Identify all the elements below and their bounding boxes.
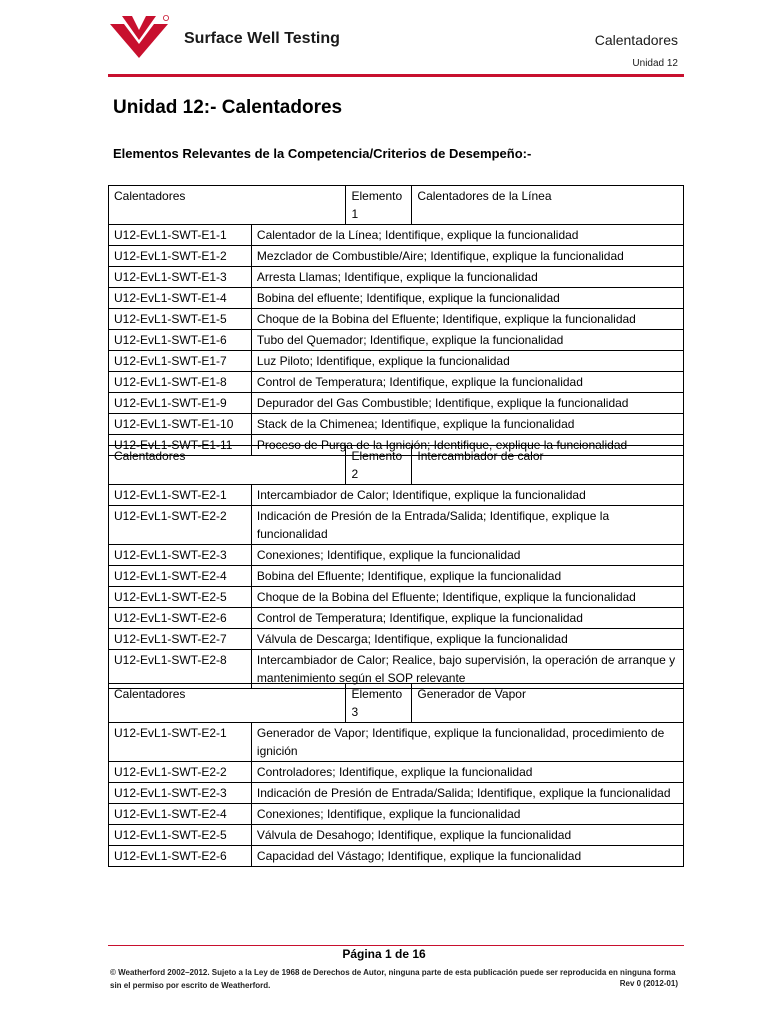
criterion-description-cell: Generador de Vapor; Identifique, explique la funcionalidad, procedimiento de ignición	[251, 723, 683, 762]
criterion-description-cell: Control de Temperatura; Identifique, explique la funcionalidad	[251, 608, 683, 629]
criterion-description-cell: Intercambiador de Calor; Realice, bajo supervisión, la operación de arranque y mantenimiento según el SOP relevante	[251, 650, 683, 689]
table-row	[109, 566, 684, 587]
revision-label: Rev 0 (2012-01)	[619, 979, 678, 988]
header-element-title-cell: Intercambiador de calor	[412, 446, 684, 485]
criterion-code-cell: U12-EvL1-SWT-E1-8	[109, 372, 252, 393]
criterion-description-cell: Conexiones; Identifique, explique la funcionalidad	[251, 804, 683, 825]
criterion-description-cell: Proceso de Purga de la Ignición; Identifique, explique la funcionalidad	[251, 435, 683, 456]
table-row	[109, 309, 684, 330]
criterion-code-cell: U12-EvL1-SWT-E2-6	[109, 846, 252, 867]
criterion-code-cell: U12-EvL1-SWT-E2-1	[109, 485, 252, 506]
weatherford-logo-icon	[108, 14, 170, 60]
criterion-code-cell: U12-EvL1-SWT-E2-4	[109, 804, 252, 825]
criterion-code-cell: U12-EvL1-SWT-E2-5	[109, 825, 252, 846]
criterion-code-cell: U12-EvL1-SWT-E1-7	[109, 351, 252, 372]
criterion-description-cell: Capacidad del Vástago; Identifique, explique la funcionalidad	[251, 846, 683, 867]
table-row	[109, 351, 684, 372]
table-row	[109, 608, 684, 629]
table-row	[109, 414, 684, 435]
header-group-cell: Calentadores	[109, 446, 346, 485]
criterion-description-cell: Luz Piloto; Identifique, explique la funcionalidad	[251, 351, 683, 372]
header-divider	[108, 74, 684, 77]
table-row	[109, 846, 684, 867]
brand-name: Surface Well Testing	[184, 30, 340, 47]
criterion-code-cell: U12-EvL1-SWT-E1-2	[109, 246, 252, 267]
criterion-code-cell: U12-EvL1-SWT-E2-3	[109, 545, 252, 566]
table-row	[109, 825, 684, 846]
criterion-description-cell: Intercambiador de Calor; Identifique, explique la funcionalidad	[251, 485, 683, 506]
criterion-description-cell: Conexiones; Identifique, explique la funcionalidad	[251, 545, 683, 566]
table-row	[109, 330, 684, 351]
criterion-code-cell: U12-EvL1-SWT-E1-1	[109, 225, 252, 246]
criterion-description-cell: Tubo del Quemador; Identifique, explique la funcionalidad	[251, 330, 683, 351]
criterion-description-cell: Controladores; Identifique, explique la funcionalidad	[251, 762, 683, 783]
criterion-code-cell: U12-EvL1-SWT-E1-10	[109, 414, 252, 435]
criterion-code-cell: U12-EvL1-SWT-E2-5	[109, 587, 252, 608]
criterion-description-cell: Bobina del Efluente; Identifique, explique la funcionalidad	[251, 566, 683, 587]
criterion-code-cell: U12-EvL1-SWT-E2-3	[109, 783, 252, 804]
criterion-code-cell: U12-EvL1-SWT-E2-7	[109, 629, 252, 650]
table-row	[109, 485, 684, 506]
header-element-cell: Elemento 3	[346, 684, 412, 723]
table-row	[109, 225, 684, 246]
table-row	[109, 762, 684, 783]
table-row	[109, 267, 684, 288]
table-row	[109, 804, 684, 825]
header-element-title-cell: Calentadores de la Línea	[412, 186, 684, 225]
table-row	[109, 723, 684, 762]
criterion-code-cell: U12-EvL1-SWT-E2-1	[109, 723, 252, 762]
element-1-table	[108, 185, 684, 456]
criterion-description-cell: Choque de la Bobina del Efluente; Identifique, explique la funcionalidad	[251, 587, 683, 608]
page-title: Unidad 12:- Calentadores	[113, 97, 343, 118]
criterion-description-cell: Stack de la Chimenea; Identifique, explique la funcionalidad	[251, 414, 683, 435]
table-row	[109, 372, 684, 393]
section-subtitle: Elementos Relevantes de la Competencia/Criterios de Desempeño:-	[113, 146, 532, 161]
criterion-description-cell: Válvula de Descarga; Identifique, explique la funcionalidad	[251, 629, 683, 650]
header-element-cell: Elemento 2	[346, 446, 412, 485]
table-row	[109, 545, 684, 566]
criterion-description-cell: Control de Temperatura; Identifique, explique la funcionalidad	[251, 372, 683, 393]
criterion-code-cell: U12-EvL1-SWT-E2-4	[109, 566, 252, 587]
table-header-row	[109, 446, 684, 485]
criterion-code-cell: U12-EvL1-SWT-E1-9	[109, 393, 252, 414]
table-header-row	[109, 684, 684, 723]
table-row	[109, 246, 684, 267]
header-section-title: Calentadores	[594, 32, 678, 48]
criterion-code-cell: U12-EvL1-SWT-E1-4	[109, 288, 252, 309]
page-header	[0, 0, 768, 80]
criterion-description-cell: Bobina del efluente; Identifique, explique la funcionalidad	[251, 288, 683, 309]
criterion-description-cell: Depurador del Gas Combustible; Identifique, explique la funcionalidad	[251, 393, 683, 414]
criterion-code-cell: U12-EvL1-SWT-E2-2	[109, 506, 252, 545]
table-row	[109, 783, 684, 804]
criterion-code-cell: U12-EvL1-SWT-E1-11	[109, 435, 252, 456]
criterion-code-cell: U12-EvL1-SWT-E1-3	[109, 267, 252, 288]
criterion-code-cell: U12-EvL1-SWT-E2-2	[109, 762, 252, 783]
criterion-code-cell: U12-EvL1-SWT-E2-6	[109, 608, 252, 629]
criterion-description-cell: Mezclador de Combustible/Aire; Identifique, explique la funcionalidad	[251, 246, 683, 267]
header-group-cell: Calentadores	[109, 684, 346, 723]
element-3-table	[108, 683, 684, 867]
table-header-row	[109, 186, 684, 225]
criterion-description-cell: Calentador de la Línea; Identifique, explique la funcionalidad	[251, 225, 683, 246]
criterion-description-cell: Válvula de Desahogo; Identifique, explique la funcionalidad	[251, 825, 683, 846]
table-row	[109, 393, 684, 414]
header-element-title-cell: Generador de Vapor	[412, 684, 684, 723]
criterion-code-cell: U12-EvL1-SWT-E1-5	[109, 309, 252, 330]
element-2-table	[108, 445, 684, 689]
copyright-notice: © Weatherford 2002–2012. Sujeto a la Ley de 1968 de Derechos de Autor, ninguna parte de esta publicación puede ser reproducida en ninguna forma sin el permiso por escrito de Weatherford.	[110, 968, 676, 990]
criterion-description-cell: Indicación de Presión de Entrada/Salida; Identifique, explique la funcionalidad	[251, 783, 683, 804]
criterion-description-cell: Arresta Llamas; Identifique, explique la funcionalidad	[251, 267, 683, 288]
table-row	[109, 506, 684, 545]
criterion-description-cell: Choque de la Bobina del Efluente; Identifique, explique la funcionalidad	[251, 309, 683, 330]
criterion-code-cell: U12-EvL1-SWT-E1-6	[109, 330, 252, 351]
table-row	[109, 629, 684, 650]
footer-divider	[108, 945, 684, 946]
criterion-description-cell: Indicación de Presión de la Entrada/Salida; Identifique, explique la funcionalidad	[251, 506, 683, 545]
table-row	[109, 288, 684, 309]
table-row	[109, 587, 684, 608]
page-number: Página 1 de 16	[342, 947, 426, 961]
header-group-cell: Calentadores	[109, 186, 346, 225]
header-unit-label: Unidad 12	[632, 58, 678, 69]
criterion-code-cell: U12-EvL1-SWT-E2-8	[109, 650, 252, 689]
header-element-cell: Elemento 1	[346, 186, 412, 225]
